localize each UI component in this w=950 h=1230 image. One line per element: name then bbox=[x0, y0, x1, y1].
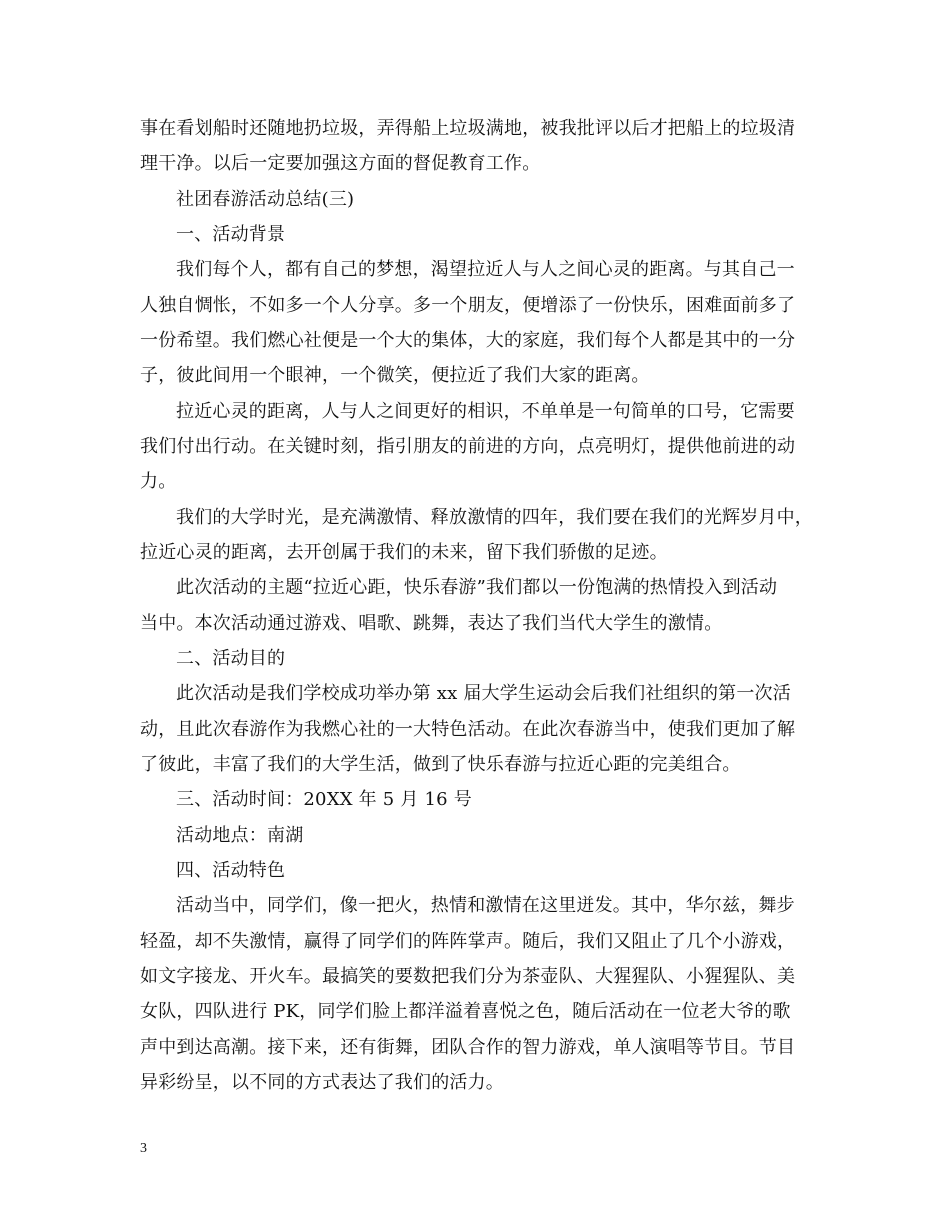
paragraph-line: 此次活动是我们学校成功举办第 xx 届大学生运动会后我们社组织的第一次活 bbox=[176, 683, 791, 704]
paragraph-line: 活动当中，同学们，像一把火，热情和激情在这里迸发。其中，华尔兹，舞步 bbox=[176, 895, 795, 916]
paragraph-line: 一份希望。我们燃心社便是一个大的集体，大的家庭，我们每个人都是其中的一分 bbox=[140, 330, 796, 351]
paragraph-line: 活动地点：南湖 bbox=[176, 825, 304, 846]
paragraph-line: 力。 bbox=[140, 471, 177, 492]
paragraph-line: 异彩纷呈，以不同的方式表达了我们的活力。 bbox=[140, 1072, 504, 1093]
paragraph-line: 事在看划船时还随地扔垃圾，弄得船上垃圾满地，被我批评以后才把船上的垃圾清 bbox=[140, 118, 796, 139]
paragraph-line: 我们每个人，都有自己的梦想，渴望拉近人与人之间心灵的距离。与其自己一 bbox=[176, 259, 795, 280]
paragraph-line: 声中到达高潮。接下来，还有街舞，团队合作的智力游戏，单人演唱等节目。节目 bbox=[140, 1037, 796, 1058]
section-title: 社团春游活动总结(三) bbox=[176, 189, 355, 210]
section-heading: 一、活动背景 bbox=[176, 224, 286, 245]
paragraph-line: 我们付出行动。在关键时刻，指引朋友的前进的方向，点亮明灯，提供他前进的动 bbox=[140, 436, 796, 457]
paragraph-line: 动，且此次春游作为我燃心社的一大特色活动。在此次春游当中，使我们更加了解 bbox=[140, 719, 796, 740]
section-heading: 三、活动时间：20XX 年 5 月 16 号 bbox=[176, 789, 472, 810]
paragraph-line: 女队，四队进行 PK，同学们脸上都洋溢着喜悦之色，随后活动在一位老大爷的歌 bbox=[140, 1001, 791, 1022]
paragraph-line: 理干净。以后一定要加强这方面的督促教育工作。 bbox=[140, 153, 541, 174]
paragraph-line: 轻盈，却不失激情，赢得了同学们的阵阵掌声。随后，我们又阻止了几个小游戏， bbox=[140, 931, 796, 952]
paragraph-line: 我们的大学时光，是充满激情、释放激情的四年，我们要在我们的光辉岁月中， bbox=[176, 507, 813, 528]
paragraph-line: 人独自惆怅，不如多一个人分享。多一个朋友，便增添了一份快乐，困难面前多了 bbox=[140, 295, 796, 316]
paragraph-line: 如文字接龙、开火车。最搞笑的要数把我们分为茶壶队、大猩猩队、小猩猩队、美 bbox=[140, 966, 796, 987]
paragraph-line: 拉近心灵的距离，人与人之间更好的相识，不单单是一句简单的口号，它需要 bbox=[176, 401, 795, 422]
section-heading: 二、活动目的 bbox=[176, 648, 286, 669]
page-number: 3 bbox=[140, 1141, 147, 1156]
paragraph-line: 当中。本次活动通过游戏、唱歌、跳舞，表达了我们当代大学生的激情。 bbox=[140, 613, 723, 634]
paragraph-line: 了彼此，丰富了我们的大学生活，做到了快乐春游与拉近心距的完美组合。 bbox=[140, 754, 741, 775]
paragraph-line: 此次活动的主题“拉近心距，快乐春游”我们都以一份饱满的热情投入到活动 bbox=[176, 577, 778, 598]
paragraph-line: 子，彼此间用一个眼神，一个微笑，便拉近了我们大家的距离。 bbox=[140, 365, 650, 386]
section-heading: 四、活动特色 bbox=[176, 860, 286, 881]
paragraph-line: 拉近心灵的距离，去开创属于我们的未来，留下我们骄傲的足迹。 bbox=[140, 542, 668, 563]
